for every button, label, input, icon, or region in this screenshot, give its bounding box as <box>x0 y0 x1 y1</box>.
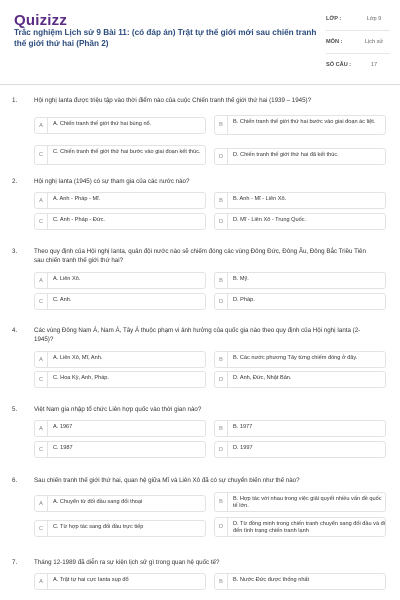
worksheet-header <box>0 0 400 85</box>
meta-label: LỚP : <box>326 16 342 22</box>
answer-option[interactable] <box>214 492 386 512</box>
option-text: A. Trật tự hai cực Ianta sụp đổ <box>53 577 129 583</box>
worksheet-meta <box>326 8 390 76</box>
option-letter: D <box>215 372 228 387</box>
option-letter: D <box>215 442 228 457</box>
option-letter: C <box>35 294 48 309</box>
option-text: D. Chiến tranh thế giới thứ hai đã kết thúc. <box>233 152 339 158</box>
option-text: C. Từ hợp tác sang đối đầu trực tiếp <box>53 524 144 530</box>
answer-option[interactable] <box>34 293 206 310</box>
option-letter: A <box>35 574 48 589</box>
answer-option[interactable] <box>34 371 206 388</box>
option-letter: B <box>215 193 228 208</box>
option-text: A. Anh - Pháp - Mĩ. <box>53 196 101 202</box>
question-number: 7. <box>12 559 18 566</box>
option-text: B. Mỹ. <box>233 276 249 282</box>
option-text: D. Từ đồng minh trong chiến tranh chuyển sang đối đầu và đi đến tình trạng chiến tranh lạnh <box>233 521 385 534</box>
question-text: Sau chiến tranh thế giới thứ hai, quan hệ giữa Mĩ và Liên Xô đã có sự chuyển biến như thế nào? <box>34 477 300 484</box>
question-number: 5. <box>12 406 18 413</box>
question-text: Việt Nam gia nhập tổ chức Liên hợp quốc vào thời gian nào? <box>34 406 202 413</box>
option-letter: D <box>215 294 228 309</box>
option-letter: A <box>35 118 48 133</box>
option-text: D. Anh, Đức, Nhật Bản. <box>233 375 292 381</box>
answer-option[interactable] <box>34 192 206 209</box>
answer-option[interactable] <box>34 117 206 134</box>
answer-option[interactable] <box>214 213 386 230</box>
option-text: B. 1977 <box>233 424 253 430</box>
option-letter: A <box>35 421 48 436</box>
answer-option[interactable] <box>34 145 206 165</box>
option-text: A. Liên Xô. <box>53 276 81 282</box>
option-letter: C <box>35 521 48 536</box>
answer-option[interactable] <box>214 293 386 310</box>
question-text: Theo quy định của Hội nghị Ianta, quân đội nước nào sẽ chiếm đóng các vùng Đông Đức, Đông Âu, Đông Bắc Triều Tiên sau chiến tranh thế giới thứ hai? <box>34 248 366 264</box>
option-text: D. 1997 <box>233 445 253 451</box>
question-number: 4. <box>12 327 18 334</box>
option-letter: D <box>215 518 228 536</box>
option-letter: B <box>215 116 228 134</box>
answer-option[interactable] <box>214 115 386 135</box>
option-letter: A <box>35 352 48 367</box>
question-number: 2. <box>12 178 18 185</box>
answer-option[interactable] <box>214 351 386 368</box>
option-text: B. Anh - Mĩ - Liên Xô. <box>233 196 287 202</box>
option-text: C. Anh - Pháp - Đức. <box>53 217 105 223</box>
meta-value: Lịch sử <box>364 38 384 45</box>
answer-option[interactable] <box>214 517 386 537</box>
meta-label: MÔN : <box>326 39 343 45</box>
answer-option[interactable] <box>34 573 206 590</box>
option-letter: D <box>215 214 228 229</box>
option-letter: B <box>215 273 228 288</box>
answer-option[interactable] <box>214 192 386 209</box>
option-letter: C <box>35 372 48 387</box>
answer-option[interactable] <box>34 520 206 537</box>
question-number: 3. <box>12 248 18 255</box>
option-text: C. Anh. <box>53 297 72 303</box>
option-text: B. Chiến tranh thế giới thứ hai bước vào giai đoạn ác liệt. <box>233 119 376 125</box>
question-text: Các vùng Đông Nam Á, Nam Á, Tây Á thuộc phạm vi ảnh hưởng của quốc gia nào theo quy định của Hội nghị Ianta (2-1945)? <box>34 327 361 343</box>
meta-row-grade <box>326 8 390 31</box>
option-text: D. Pháp. <box>233 297 255 303</box>
answer-option[interactable] <box>34 441 206 458</box>
option-text: C. Hoa Kỳ, Anh, Pháp. <box>53 375 109 381</box>
meta-row-subject <box>326 31 390 54</box>
option-letter: C <box>35 214 48 229</box>
answer-option[interactable] <box>34 420 206 437</box>
question-number: 6. <box>12 477 18 484</box>
option-text: C. Chiến tranh thế giới thứ hai bước vào giai đoạn kết thúc. <box>53 149 201 155</box>
option-text: A. Liên Xô, Mĩ, Anh. <box>53 355 103 361</box>
option-text: A. Chiến tranh thế giới thứ hai bùng nổ. <box>53 121 152 127</box>
answer-option[interactable] <box>214 420 386 437</box>
option-letter: A <box>35 496 48 511</box>
option-text: A. Chuyển từ đối đầu sang đối thoại <box>53 499 143 505</box>
answer-option[interactable] <box>34 272 206 289</box>
answer-option[interactable] <box>214 371 386 388</box>
meta-row-count <box>326 54 390 76</box>
meta-label: SỐ CÂU : <box>326 62 352 68</box>
answer-option[interactable] <box>214 272 386 289</box>
answer-option[interactable] <box>34 495 206 512</box>
meta-value: Lớp 9 <box>366 15 382 22</box>
option-letter: A <box>35 273 48 288</box>
option-letter: D <box>215 149 228 164</box>
option-text: B. Hợp tác với nhau trong việc giải quyết nhiều vấn đề quốc tế lớn. <box>233 496 382 509</box>
question-text: Hội nghị Ianta được triệu tập vào thời điểm nào của cuộc Chiến tranh thế giới thứ hai (1939 – 1945)? <box>34 97 312 104</box>
option-text: D. Mĩ - Liên Xô - Trung Quốc. <box>233 217 307 223</box>
question-number: 1. <box>12 97 18 104</box>
option-letter: B <box>215 493 228 511</box>
option-letter: C <box>35 442 48 457</box>
answer-option[interactable] <box>214 148 386 165</box>
answer-option[interactable] <box>34 351 206 368</box>
option-text: C. 1987 <box>53 445 73 451</box>
answer-option[interactable] <box>34 213 206 230</box>
worksheet-title: Trắc nghiệm Lịch sử 9 Bài 11: (có đáp án) Trật tự thế giới mới sau chiến tranh thế giới thứ hai (Phần 2) <box>14 28 317 48</box>
option-text: B. Nước Đức được thống nhất <box>233 577 310 583</box>
option-letter: B <box>215 421 228 436</box>
answer-option[interactable] <box>214 441 386 458</box>
question-text: Hội nghị Ianta (1945) có sự tham gia của các nước nào? <box>34 178 190 185</box>
meta-value: 17 <box>370 61 378 68</box>
answer-option[interactable] <box>214 573 386 590</box>
option-letter: B <box>215 352 228 367</box>
option-letter: B <box>215 574 228 589</box>
option-letter: A <box>35 193 48 208</box>
option-text: B. Các nước phương Tây từng chiếm đóng ở đây. <box>233 355 358 361</box>
option-letter: C <box>35 146 48 164</box>
question-text: Tháng 12-1989 đã diễn ra sự kiện lịch sử gì trong quan hệ quốc tế? <box>34 559 220 566</box>
quizizz-logo: Quizizz <box>14 12 68 29</box>
option-text: A. 1967 <box>53 424 73 430</box>
